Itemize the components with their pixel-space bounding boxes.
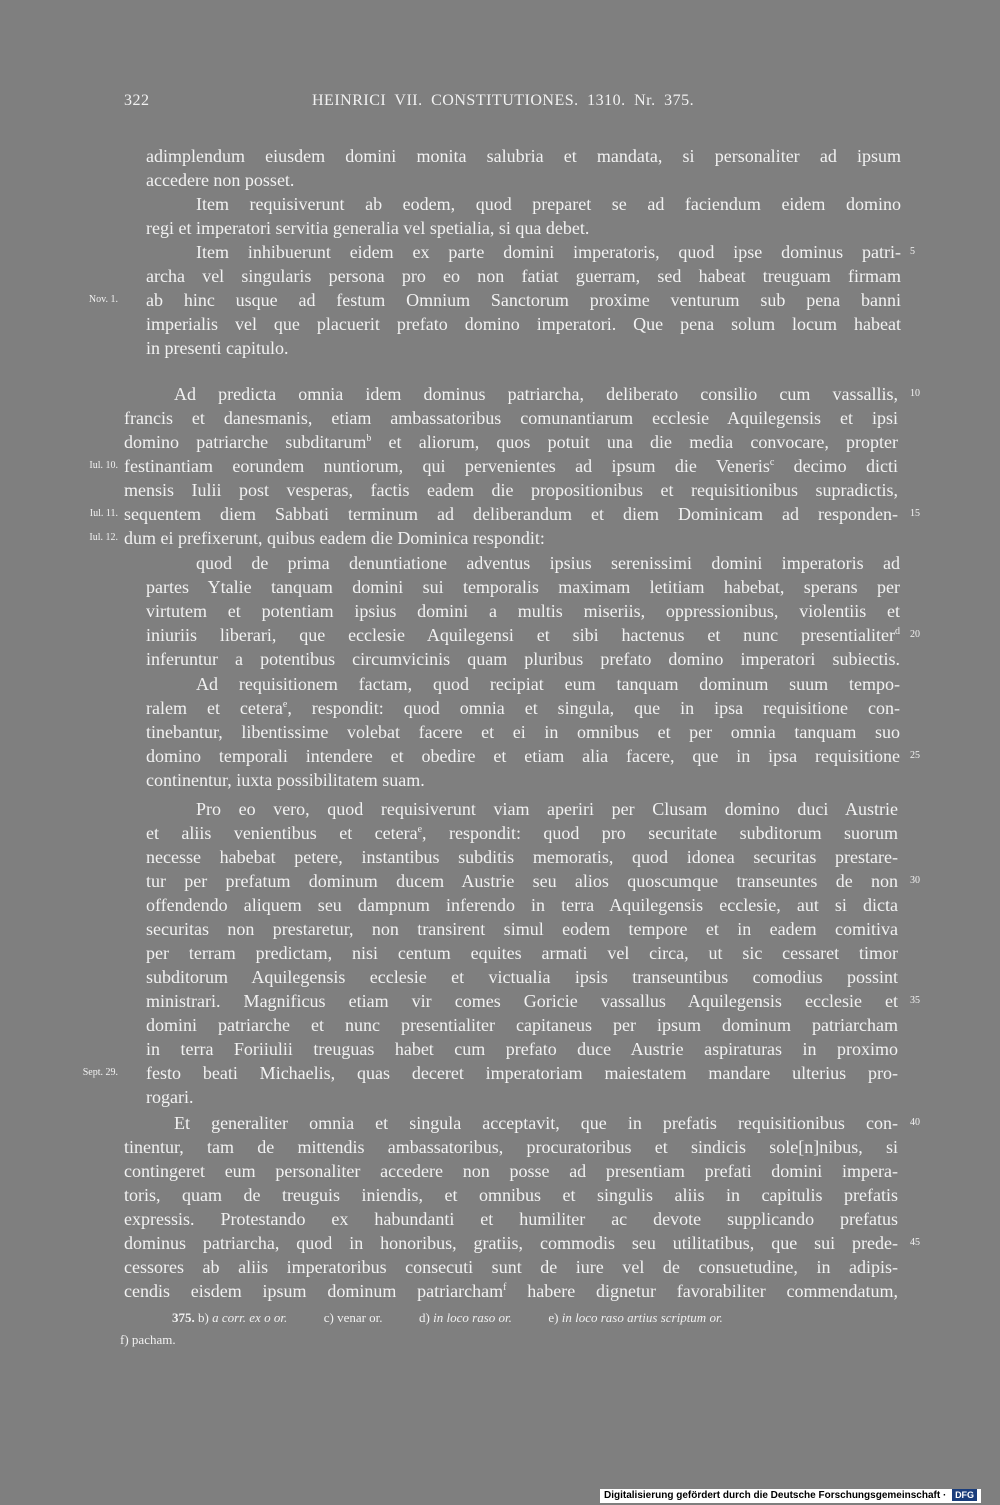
text-line — [0, 240, 1000, 264]
line-text — [146, 168, 294, 192]
line-text-segment: partes Ytalie tanquam domini sui temporalis maximam letitiam habebat, sperans per — [146, 577, 900, 597]
line-text — [146, 312, 901, 336]
line-text — [124, 406, 898, 430]
line-text-segment: rogari. — [146, 1087, 194, 1107]
line-text — [124, 430, 898, 454]
line-text — [146, 989, 898, 1013]
footnote-e-mark: e) — [548, 1310, 559, 1325]
line-text-segment: ministrari. Magnificus etiam vir comes Goricie vassallus Aquilegensis ecclesie et — [146, 991, 898, 1011]
footnote-c-mark: c) — [323, 1310, 334, 1325]
line-number: 5 — [910, 246, 915, 257]
line-text-segment: subditorum Aquilegensis ecclesie et victualia ipsis transeuntibus comodius possint — [146, 967, 898, 987]
text-line — [0, 1013, 1000, 1037]
line-text-segment: in terra Foriiulii treuguas habet cum prefato duce Austrie aspiraturas in proximo — [146, 1039, 898, 1059]
text-line — [0, 965, 1000, 989]
dfg-credit-bar — [600, 1489, 981, 1503]
text-line — [0, 989, 1000, 1013]
line-text — [146, 599, 900, 623]
line-text-segment: quod de prima denuntiatione adventus ipsius serenissimi domini imperatoris ad — [196, 553, 900, 573]
text-line — [0, 845, 1000, 869]
line-text-segment: toris, quam de treuguis iniendis, et omnibus et singulis aliis in capitulis prefatis — [124, 1185, 898, 1205]
line-text — [124, 1255, 898, 1279]
line-text-segment: domino patriarche subditarum — [124, 432, 367, 452]
line-text-segment: per terram predictam, nisi centum equites armati vel circa, ut sic cessaret timor — [146, 943, 898, 963]
line-text-segment: dum ei prefixerunt, quibus eadem die Dominica respondit: — [124, 528, 545, 548]
line-text-segment: , respondit: quod pro securitate subditorum suorum — [422, 823, 898, 843]
margin-date-note: Iul. 11. — [89, 508, 118, 519]
footnote-reference: e — [282, 699, 288, 710]
text-line — [0, 551, 1000, 575]
line-text-segment: decimo dicti — [774, 456, 898, 476]
line-text — [146, 821, 898, 845]
line-text-segment: mensis Iulii post vesperas, factis eadem die propositionibus et requisitionibus supradictis, — [124, 480, 898, 500]
line-text — [124, 526, 545, 550]
text-line — [0, 454, 1000, 478]
footnote-reference: c — [769, 457, 775, 468]
line-text — [146, 1037, 898, 1061]
line-text — [146, 144, 901, 168]
line-number: 20 — [910, 629, 920, 640]
line-number: 45 — [910, 1237, 920, 1248]
line-text — [146, 1085, 193, 1109]
text-line — [0, 1159, 1000, 1183]
line-number: 15 — [910, 508, 920, 519]
line-text-segment: Item inhibuerunt eidem ex parte domini imperatoris, quod ipse dominus patri- — [196, 242, 901, 262]
running-title: HEINRICI VII. CONSTITUTIONES. 1310. Nr. 375. — [312, 92, 695, 109]
line-text — [146, 264, 901, 288]
text-line — [0, 312, 1000, 336]
line-text — [146, 917, 898, 941]
line-text — [146, 1013, 898, 1037]
line-text — [196, 672, 900, 696]
line-text-segment: cendis eisdem ipsum dominum patriarcham — [124, 1281, 504, 1301]
line-text-segment: tur per prefatum dominum ducem Austrie seu alios quoscumque transeuntes de non — [146, 871, 898, 891]
line-text-segment: regi et imperatori servitia generalia vel spetialia, si qua debet. — [146, 218, 590, 238]
line-text-segment: imperialis vel que placuerit prefato domino imperatori. Que pena solum locum habeat — [146, 314, 901, 334]
line-text — [146, 647, 900, 671]
text-line — [0, 575, 1000, 599]
line-text-segment: dominus patriarcha, quod in honoribus, gratiis, commodis seu utilitatibus, que sui prede- — [124, 1233, 898, 1253]
line-text — [124, 1231, 898, 1255]
text-line — [0, 917, 1000, 941]
line-text — [174, 382, 898, 406]
footnote-e-text: in loco raso artius scriptum or. — [561, 1310, 723, 1325]
line-text-segment: inferuntur a potentibus circumvicinis quam pluribus prefato domino imperatori subiectis. — [146, 649, 900, 669]
line-text-segment: archa vel singularis persona pro eo non fatiat guerram, sed habeat treuguam firmam — [146, 266, 901, 286]
line-text-segment: tinentur, tam de mittendis ambassatoribus, procuratoribus et sindicis sole[n]nibus, si — [124, 1137, 898, 1157]
text-line — [0, 599, 1000, 623]
line-text-segment: ab hinc usque ad festum Omnium Sanctorum proxime venturum sub pena banni — [146, 290, 901, 310]
text-line — [0, 406, 1000, 430]
line-text-segment: Pro eo vero, quod requisiverunt viam aperiri per Clusam domino duci Austrie — [196, 799, 898, 819]
line-text — [124, 1207, 898, 1231]
line-text-segment: ralem et cetera — [146, 698, 283, 718]
line-text-segment: festo beati Michaelis, quas deceret imperatoriam maiestatem mandare ulterius pro- — [146, 1063, 898, 1083]
text-line — [0, 1183, 1000, 1207]
footnote-f-text: pacham. — [131, 1332, 176, 1347]
line-text-segment: adimplendum eiusdem domini monita salubria et mandata, si personaliter ad ipsum — [146, 146, 901, 166]
margin-date-note: Sept. 29. — [82, 1067, 118, 1078]
line-text-segment: festinantiam eorundem nuntiorum, qui pervenientes ad ipsum die Veneris — [124, 456, 770, 476]
footnote-reference: f — [503, 1282, 507, 1293]
footnote-d-mark: d) — [419, 1310, 430, 1325]
text-line — [0, 869, 1000, 893]
line-text-segment: iniuriis liberari, que ecclesie Aquilegensi et sibi hactenus et nunc presentialiter — [146, 625, 895, 645]
text-line — [0, 216, 1000, 240]
text-line — [0, 1135, 1000, 1159]
footnote-d-text: in loco raso or. — [433, 1310, 512, 1325]
line-text-segment: continentur, iuxta possibilitatem suam. — [146, 770, 425, 790]
text-line — [0, 797, 1000, 821]
line-number: 35 — [910, 995, 920, 1006]
line-text — [146, 965, 898, 989]
margin-date-note: Nov. 1. — [88, 294, 118, 305]
line-text — [124, 1279, 898, 1303]
line-text — [124, 502, 898, 526]
text-line — [0, 821, 1000, 845]
line-text — [146, 1061, 898, 1085]
line-text-segment: accedere non posset. — [146, 170, 295, 190]
line-number: 25 — [910, 750, 920, 761]
footnote-c-text: venar or. — [337, 1310, 383, 1325]
line-text-segment: securitas non prestaretur, non transirent simul eodem tempore et in eadem comitiva — [146, 919, 898, 939]
text-line — [0, 1207, 1000, 1231]
line-text-segment: in presenti capitulo. — [146, 338, 289, 358]
line-text-segment: expressis. Protestando ex habundanti et humiliter ac devote supplicando prefatus — [124, 1209, 898, 1229]
line-text — [124, 454, 898, 478]
text-line — [0, 1061, 1000, 1085]
line-text — [196, 797, 898, 821]
line-text — [124, 1159, 898, 1183]
text-line — [0, 1111, 1000, 1135]
line-text-segment: Et generaliter omnia et singula acceptavit, que in prefatis requisitionibus con- — [174, 1113, 898, 1133]
line-text-segment: contingeret eum personaliter accedere non posse ad presentiam prefati domini impera- — [124, 1161, 898, 1181]
text-line — [0, 526, 1000, 550]
line-text-segment: offendendo aliquem seu dampnum inferendo in terra Aquilegensis ecclesie, aut si dicta — [146, 895, 898, 915]
line-text — [146, 575, 900, 599]
footnote-f-mark: f) — [120, 1332, 129, 1347]
line-text — [146, 216, 589, 240]
line-text — [146, 869, 898, 893]
line-number: 30 — [910, 875, 920, 886]
line-text — [146, 720, 900, 744]
line-text-segment: et aliis venientibus et cetera — [146, 823, 418, 843]
line-text-segment: habere dignetur favorabiliter commendatum, — [506, 1281, 898, 1301]
line-text — [124, 1135, 898, 1159]
page-number: 322 — [124, 92, 150, 109]
line-text-segment: necesse habebat petere, instantibus subditis memoratis, quod idonea securitas prestare- — [146, 847, 898, 867]
text-line — [0, 1255, 1000, 1279]
dfg-logo: DFG — [952, 1489, 977, 1501]
text-line — [0, 1231, 1000, 1255]
text-line — [0, 768, 1000, 792]
margin-date-note: Iul. 12. — [89, 532, 118, 543]
footnote-reference: e — [417, 824, 423, 835]
line-text — [146, 941, 898, 965]
text-line — [0, 144, 1000, 168]
line-text — [196, 240, 901, 264]
text-line — [0, 502, 1000, 526]
line-text — [124, 478, 898, 502]
text-line — [0, 1037, 1000, 1061]
text-line — [0, 168, 1000, 192]
text-line — [0, 430, 1000, 454]
line-text — [124, 1183, 898, 1207]
footnote-b-mark: b) — [198, 1310, 209, 1325]
text-line — [0, 744, 1000, 768]
text-line — [0, 1279, 1000, 1303]
text-line — [0, 288, 1000, 312]
text-line — [0, 696, 1000, 720]
line-text — [146, 288, 901, 312]
line-text — [146, 336, 288, 360]
line-text-segment: sequentem diem Sabbati terminum ad deliberandum et diem Dominicam ad responden- — [124, 504, 898, 524]
text-line — [0, 672, 1000, 696]
line-text — [196, 551, 900, 575]
line-text-segment: tinebantur, libentissime volebat facere et ei in omnibus et per omnia tanquam suo — [146, 722, 900, 742]
line-text-segment: , respondit: quod omnia et singula, que in ipsa requisitione con- — [287, 698, 900, 718]
footnote-number: 375. — [172, 1310, 195, 1325]
text-line — [0, 264, 1000, 288]
line-text-segment: cessores ab aliis imperatoribus consecuti sunt de iure vel de consuetudine, in adipis- — [124, 1257, 898, 1277]
footnote-row-2 — [120, 1332, 176, 1348]
text-line — [0, 623, 1000, 647]
footnote-row-1 — [172, 1310, 723, 1326]
footnote-b-text: a corr. ex o or. — [212, 1310, 288, 1325]
line-text — [146, 845, 898, 869]
text-line — [0, 382, 1000, 406]
text-line — [0, 336, 1000, 360]
line-text-segment: Ad predicta omnia idem dominus patriarcha, deliberato consilio cum vassallis, — [174, 384, 898, 404]
line-number: 40 — [910, 1117, 920, 1128]
line-text-segment: Ad requisitionem factam, quod recipiat eum tanquam dominum suum tempo- — [196, 674, 900, 694]
text-line — [0, 478, 1000, 502]
line-text — [146, 623, 900, 647]
dfg-credit-text: Digitalisierung gefördert durch die Deutsche Forschungsgemeinschaft · — [604, 1490, 947, 1501]
line-text-segment: domini patriarche et nunc presentialiter capitaneus per ipsum dominum patriarcham — [146, 1015, 898, 1035]
line-number: 10 — [910, 388, 920, 399]
line-text — [146, 893, 898, 917]
text-line — [0, 647, 1000, 671]
line-text — [196, 192, 901, 216]
line-text-segment: et aliorum, quos potuit una die media convocare, propter — [371, 432, 898, 452]
line-text — [146, 696, 900, 720]
line-text — [146, 768, 425, 792]
text-line — [0, 720, 1000, 744]
line-text-segment: virtutem et potentiam ipsius domini a multis miseriis, oppressionibus, violentiis et — [146, 601, 900, 621]
footnote-reference: b — [366, 433, 372, 444]
line-text-segment: francis et danesmanis, etiam ambassatoribus comunantiarum ecclesie Aquilegensis et ipsi — [124, 408, 898, 428]
line-text-segment: Item requisiverunt ab eodem, quod preparet se ad faciendum eidem domino — [196, 194, 901, 214]
line-text — [174, 1111, 898, 1135]
footnote-reference: d — [895, 626, 900, 637]
text-line — [0, 1085, 1000, 1109]
text-line — [0, 192, 1000, 216]
text-line — [0, 893, 1000, 917]
text-line — [0, 941, 1000, 965]
margin-date-note: Iul. 10. — [89, 460, 118, 471]
line-text-segment: domino temporali intendere et obedire et etiam alia facere, que in ipsa requisitione — [146, 746, 900, 766]
line-text — [146, 744, 900, 768]
